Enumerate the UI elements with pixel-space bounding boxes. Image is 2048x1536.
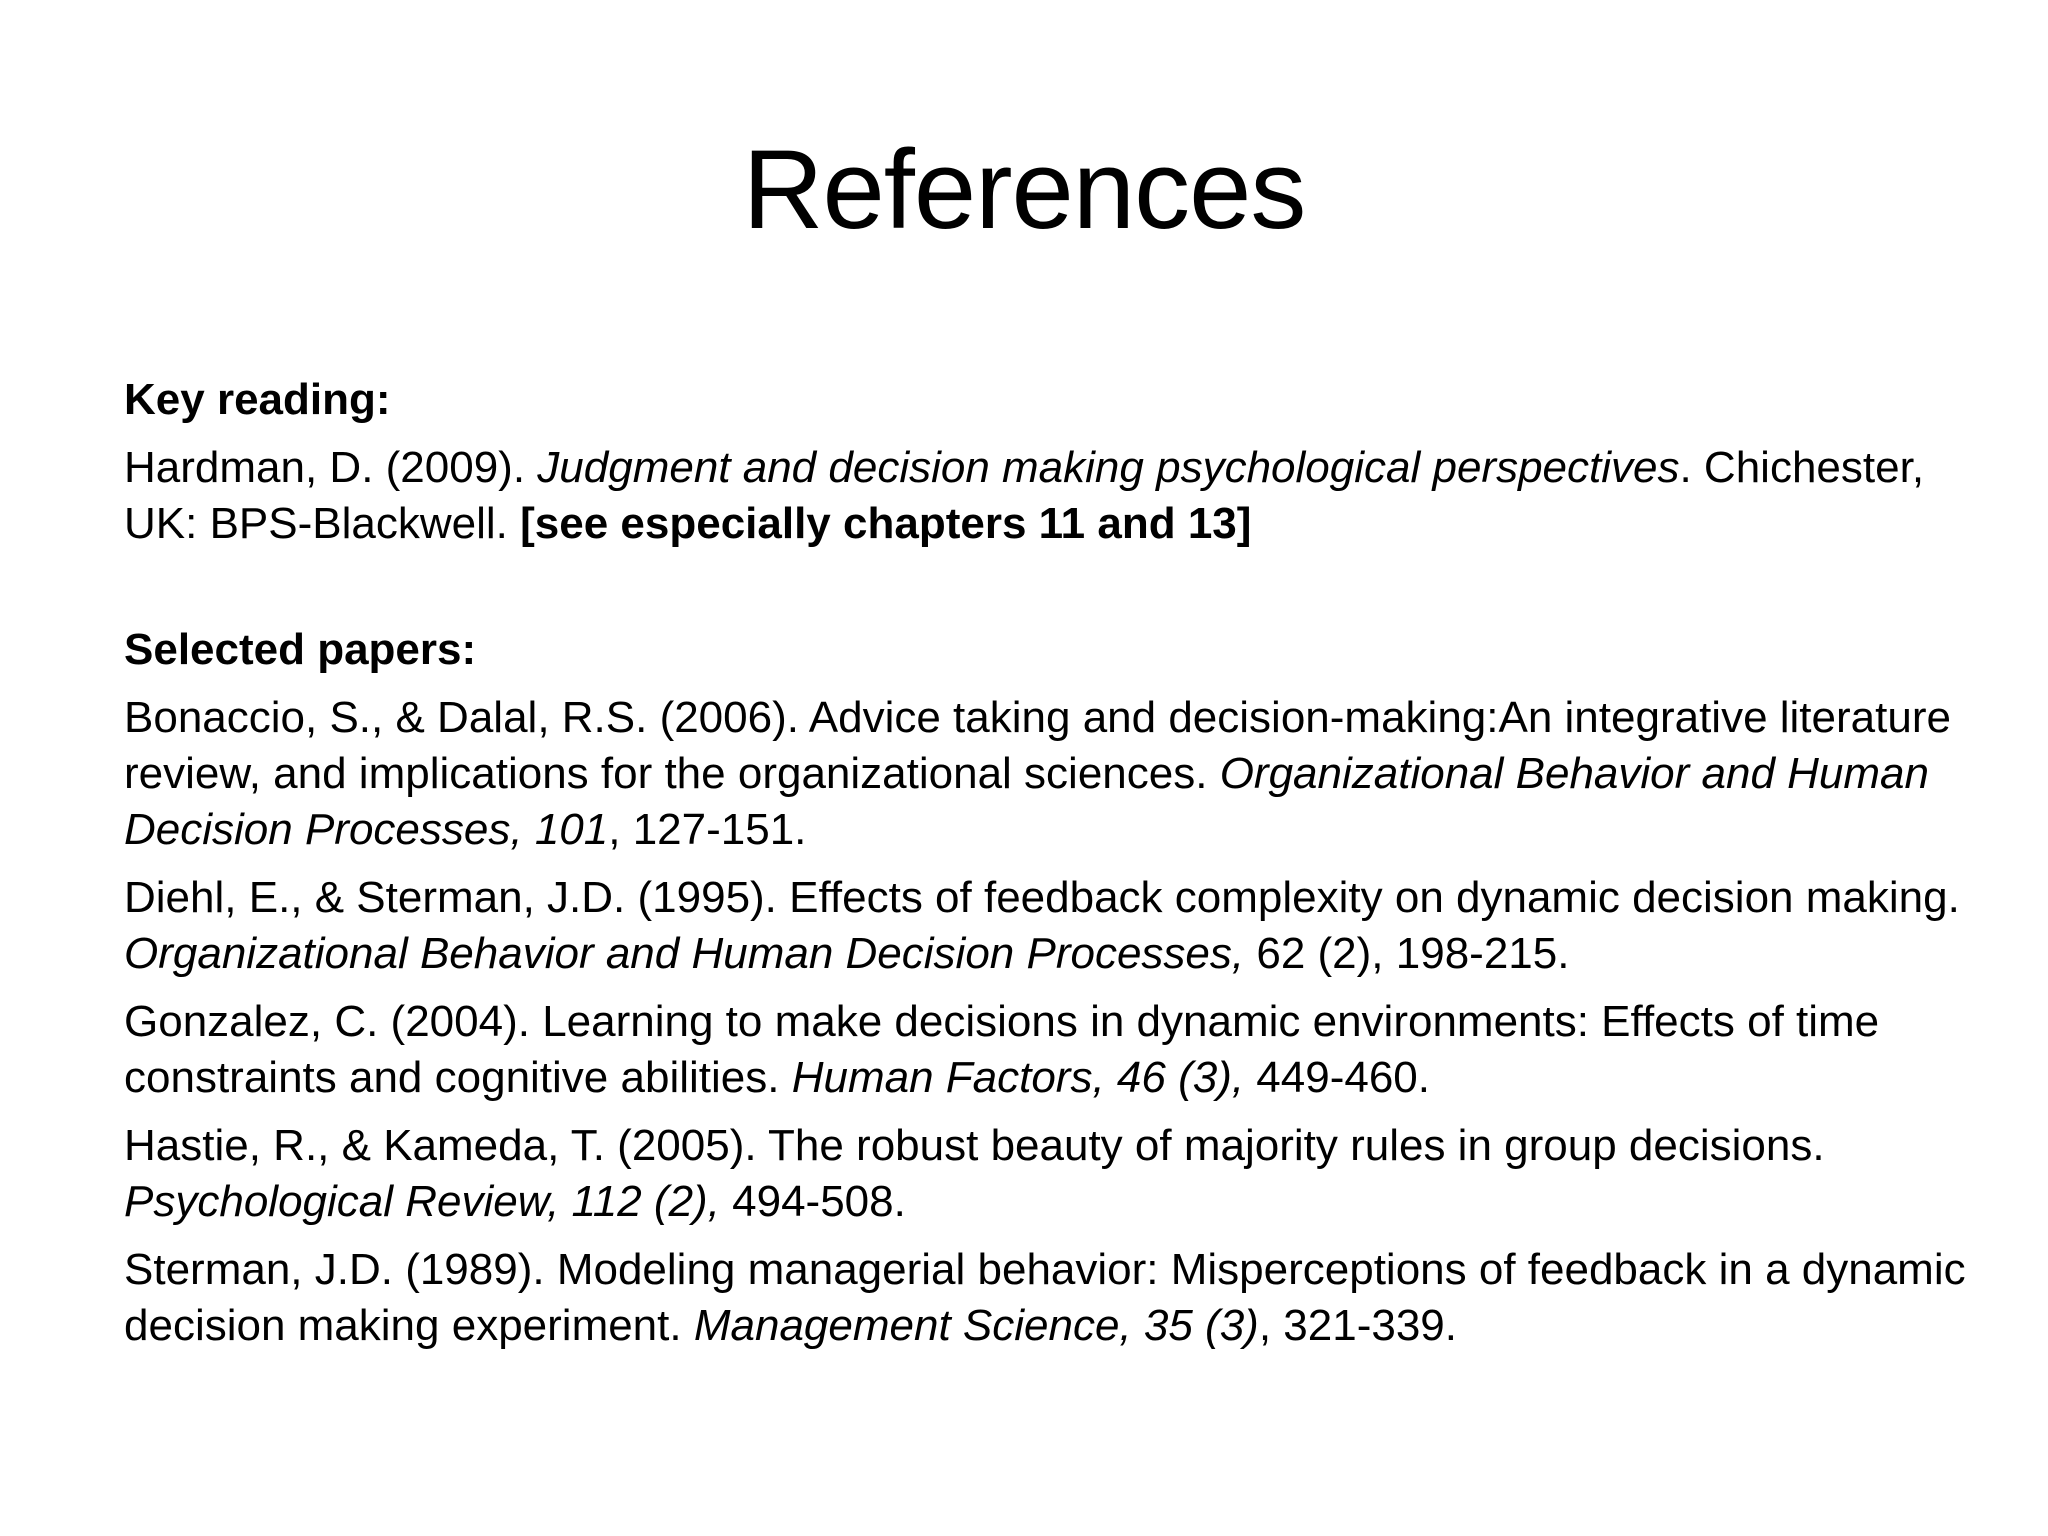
reference-pages: 62 (2), 198-215.: [1244, 929, 1570, 978]
reference-text: Hastie, R., & Kameda, T. (2005). The robust beauty of majority rules in group decisions.: [124, 1121, 1825, 1170]
reference-publisher: . Chichester, UK: BPS-Blackwell.: [124, 443, 1925, 548]
reference-book-title: Judgment and decision making psychological perspectives: [537, 443, 1680, 492]
key-reading-reference: [124, 440, 1974, 552]
reference-text: Sterman, J.D. (1989). Modeling managerial behavior: Misperceptions of feedback in a dynamic decision making experiment.: [124, 1245, 1966, 1350]
reference-pages: 449-460.: [1244, 1053, 1431, 1102]
section-spacer: [124, 564, 1974, 622]
reference-item: [124, 870, 1974, 982]
reference-note: [see especially chapters 11 and 13]: [520, 499, 1252, 548]
reference-journal: Management Science, 35 (3): [693, 1301, 1259, 1350]
selected-papers-heading: Selected papers:: [124, 625, 477, 674]
reference-pages: , 321-339.: [1258, 1301, 1457, 1350]
reference-journal: Human Factors, 46 (3),: [791, 1053, 1245, 1102]
reference-journal: Organizational Behavior and Human Decision Processes, 101: [124, 749, 1929, 854]
reference-pages: 494-508.: [719, 1177, 906, 1226]
slide-title: References: [742, 127, 1306, 252]
reference-item: [124, 994, 1974, 1106]
reference-item: [124, 1118, 1974, 1230]
reference-item: [124, 690, 1974, 858]
references-body: [124, 372, 1974, 1366]
reference-text: Diehl, E., & Sterman, J.D. (1995). Effects of feedback complexity on dynamic decision making.: [124, 873, 1960, 922]
reference-journal: Psychological Review, 112 (2),: [124, 1177, 720, 1226]
reference-text: Gonzalez, C. (2004). Learning to make decisions in dynamic environments: Effects of time constraints and cognitive abilities.: [124, 997, 1880, 1102]
reference-pages: , 127-151.: [608, 805, 807, 854]
reference-item: [124, 1242, 1974, 1354]
reference-text: Bonaccio, S., & Dalal, R.S. (2006). Advice taking and decision-making:An integrative literature review, and implications for the organizational sciences.: [124, 693, 1951, 798]
key-reading-heading: Key reading:: [124, 375, 391, 424]
reference-authors: Hardman, D. (2009).: [124, 443, 538, 492]
reference-journal: Organizational Behavior and Human Decision Processes,: [124, 929, 1245, 978]
